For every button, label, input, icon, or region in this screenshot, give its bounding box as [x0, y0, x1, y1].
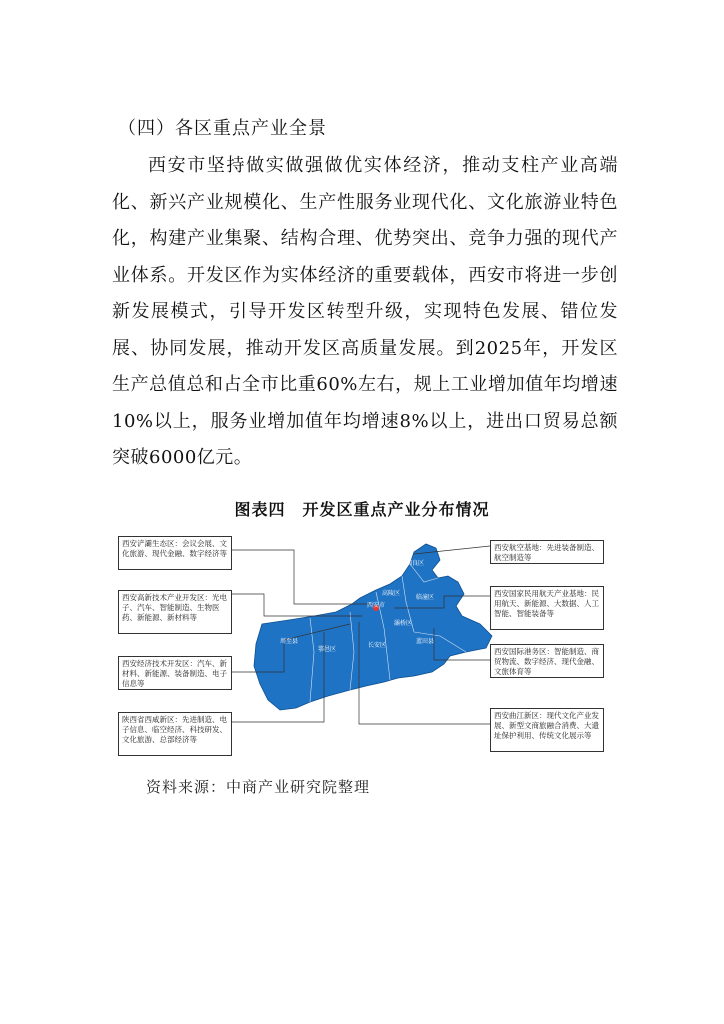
map-label-gaoling: 高陵区 [382, 590, 401, 597]
map-label-zhouzhi: 周至县 [280, 638, 299, 645]
section-heading: （四）各区重点产业全景 [118, 118, 327, 139]
box-guojigang: 西安国际港务区：智能制造、商贸物流、数字经济、现代金融、文旅体育等 [490, 644, 604, 678]
map-label-huyi: 鄠邑区 [318, 646, 337, 653]
map-label-xian: 西安市 [367, 602, 386, 609]
box-gaoxin: 西安高新技术产业开发区：光电子、汽车、智能制造、生物医药、新能源、新材料等 [118, 590, 232, 634]
box-qujiang: 西安曲江新区：现代文化产业发展、新型文商旅融合消费、大遗址保护利用、传统文化展示等 [490, 708, 604, 752]
figure-title: 图表四 开发区重点产业分布情况 [234, 500, 490, 519]
box-xixian: 陕西省西咸新区：先进制造、电子信息、临空经济、科技研发、文化旅游、总部经济等 [118, 712, 232, 756]
map-label-yanliang: 阎良区 [406, 560, 425, 567]
box-chanba: 西安浐灞生态区：会议会展、文化旅游、现代金融、数字经济等 [118, 536, 232, 570]
box-hangtian: 西安国家民用航天产业基地：民用航天、新能源、大数据、人工智能、智能装备等 [490, 586, 604, 630]
industry-distribution-figure [114, 532, 610, 762]
box-jingkai: 西安经济技术开发区：汽车、新材料、新能源、装备制造、电子信息等 [118, 656, 232, 690]
map-label-changan: 长安区 [368, 642, 387, 649]
body-paragraph: 西安市坚持做实做强做优实体经济，推动支柱产业高端化、新兴产业规模化、生产性服务业现代化、文化旅游业特色化，构建产业集聚、结构合理、优势突出、竞争力强的现代产业体系。开发区作为实体经济的重要载体，西安市将进一步创新发展模式，引导开发区转型升级，实现特色发展、错位发展、协同发展，推动开发区高质量发展。到2025年，开发区生产总值总和占全市比重60%左右，规上工业增加值年均增速10%以上，服务业增加值年均增速8%以上，进出口贸易总额突破6000亿元。 [112, 155, 618, 468]
figure-source: 资料来源：中商产业研究院整理 [146, 778, 371, 796]
map-region [254, 544, 492, 710]
map-label-lintong: 临潼区 [416, 594, 435, 601]
box-hangkong: 西安航空基地：先进装备制造、航空制造等 [490, 540, 604, 564]
map-label-baqiao: 灞桥区 [394, 620, 413, 627]
map-label-lantian: 蓝田县 [416, 638, 435, 645]
